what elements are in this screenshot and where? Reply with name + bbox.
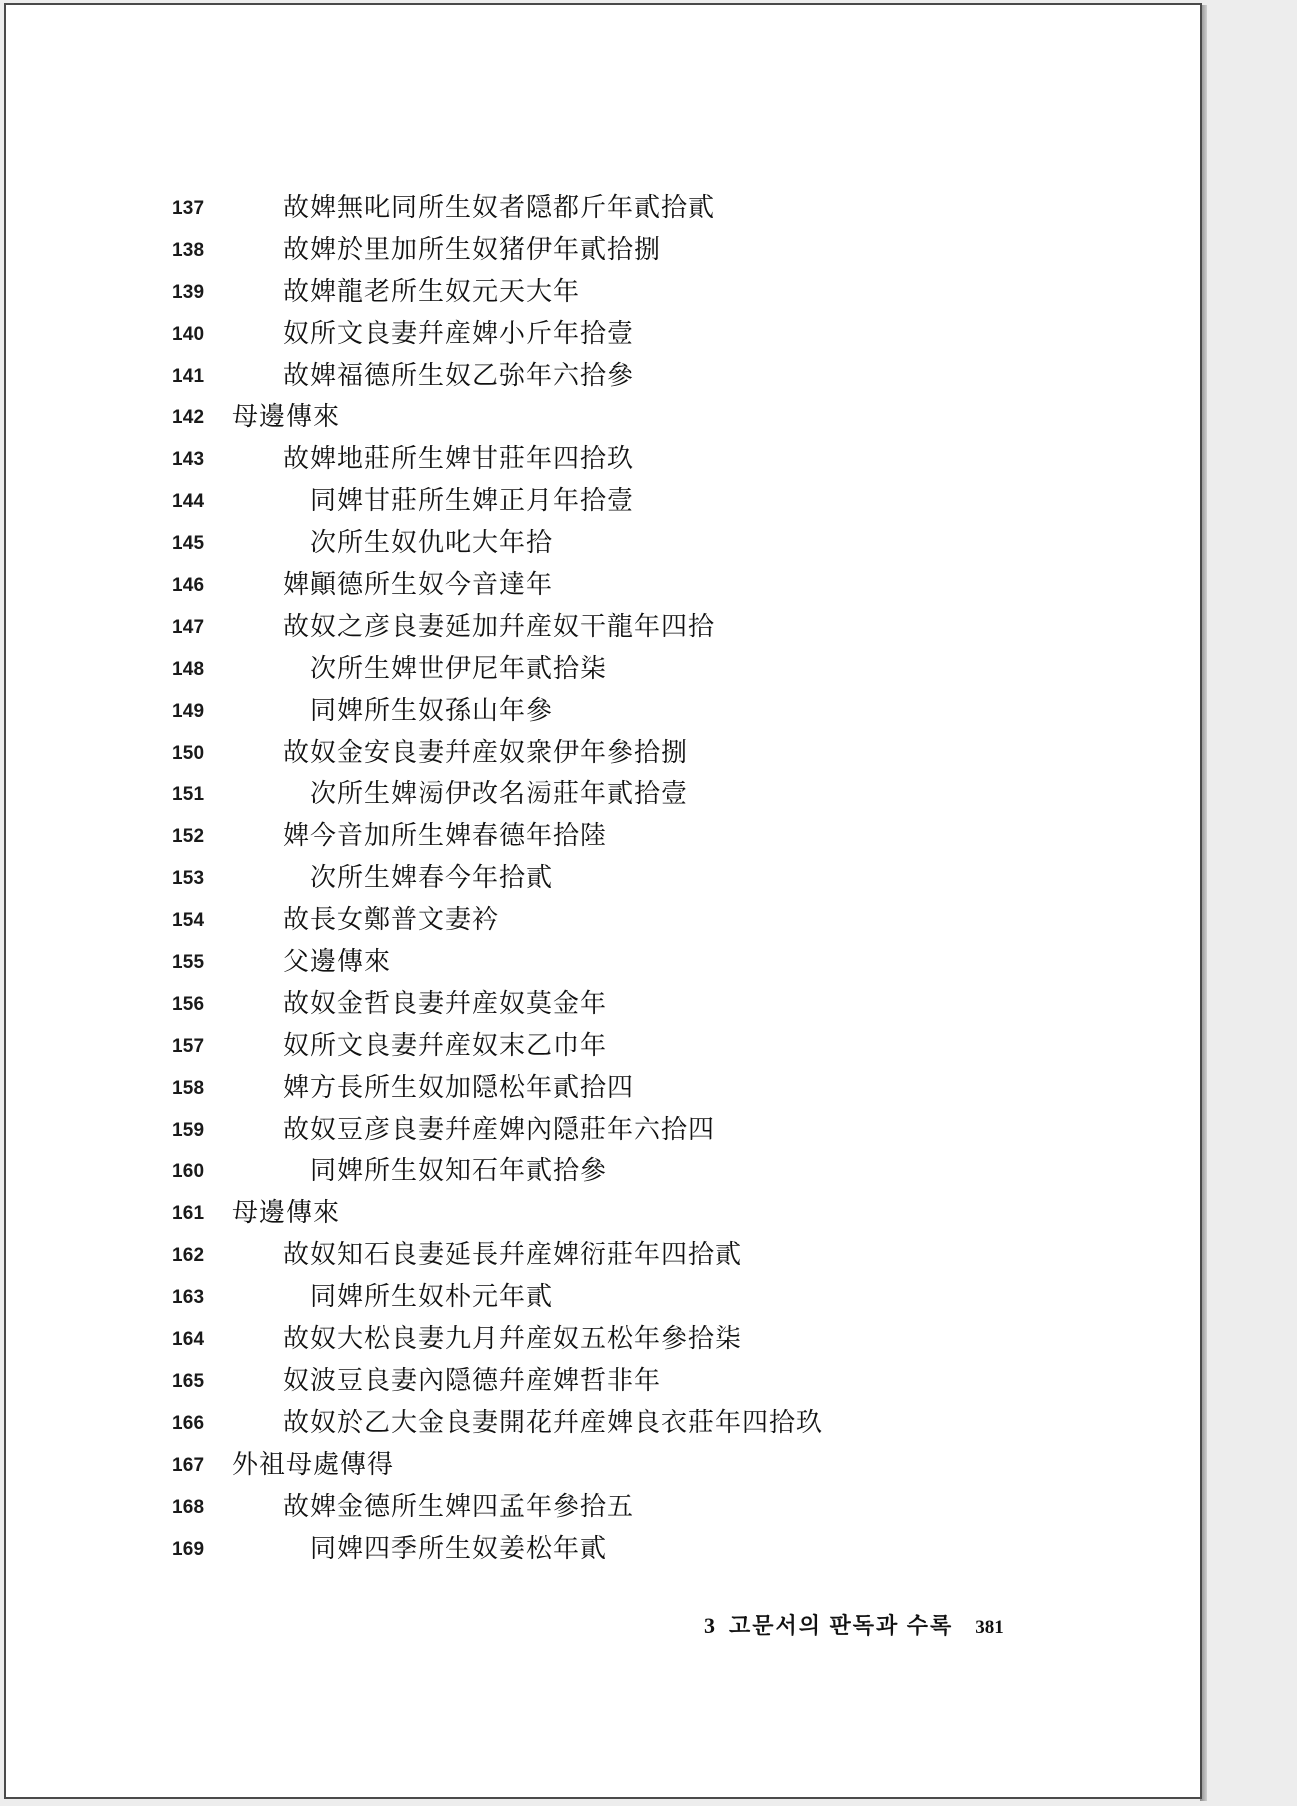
page-footer (704, 1609, 1004, 1640)
line-number: 139 (172, 281, 205, 303)
line-163 (6, 1277, 1200, 1319)
line-number: 147 (172, 616, 205, 638)
line-145 (6, 523, 1200, 565)
section-heading: 母邊傳來 (232, 402, 341, 433)
line-text: 婢顚德所生奴今音達年 (283, 570, 554, 601)
line-number: 153 (172, 868, 205, 890)
line-number: 140 (172, 323, 205, 345)
line-text: 同婢甘莊所生婢正月年拾壹 (310, 486, 635, 517)
line-text: 婢今音加所生婢春德年拾陸 (283, 821, 608, 852)
page-number: 381 (975, 1617, 1004, 1638)
line-167 (6, 1445, 1200, 1487)
line-154 (6, 900, 1200, 942)
line-155 (6, 942, 1200, 984)
line-168 (6, 1487, 1200, 1529)
line-text: 婢方長所生奴加隠松年貳拾四 (283, 1072, 635, 1103)
section-heading: 母邊傳來 (232, 1198, 341, 1229)
line-text: 故婢龍老所生奴元天大年 (283, 276, 581, 307)
line-144 (6, 481, 1200, 523)
line-165 (6, 1361, 1200, 1403)
line-146 (6, 565, 1200, 607)
line-text: 故婢無叱同所生奴者隠都斤年貳拾貳 (283, 193, 716, 223)
line-text: 故奴知石良妻延長幷産婢衍莊年四拾貳 (283, 1240, 743, 1271)
line-text: 次所生奴仇叱大年拾 (310, 528, 554, 559)
line-161 (6, 1193, 1200, 1235)
line-number: 169 (172, 1538, 205, 1560)
line-number: 138 (172, 239, 205, 261)
line-number: 167 (172, 1454, 205, 1476)
line-152 (6, 816, 1200, 858)
line-number: 148 (172, 658, 205, 680)
line-143 (6, 439, 1200, 481)
line-number: 163 (172, 1287, 205, 1309)
line-text: 故奴豆彦良妻幷産婢內隠莊年六拾四 (283, 1114, 716, 1145)
document-page (4, 3, 1202, 1799)
line-text: 父邊傳來 (283, 947, 392, 978)
line-number: 145 (172, 533, 205, 555)
line-137 (6, 188, 1200, 230)
line-text: 次所生婢𣶢伊改名𣶢莊年貳拾壹 (310, 779, 689, 810)
chapter-title: 고문서의 판독과 수록 (729, 1613, 954, 1638)
line-number: 143 (172, 449, 205, 471)
line-text: 故奴於乙大金良妻開花幷産婢良衣莊年四拾玖 (283, 1407, 824, 1438)
section-heading: 外祖母處傳得 (232, 1449, 395, 1480)
line-number: 159 (172, 1119, 205, 1141)
line-number: 137 (172, 198, 205, 219)
line-text: 故長女鄭普文妻衿 (283, 905, 500, 936)
line-number: 164 (172, 1329, 205, 1351)
line-160 (6, 1151, 1200, 1193)
line-text: 故奴之彦良妻延加幷産奴干龍年四拾 (283, 611, 716, 642)
line-number: 157 (172, 1035, 205, 1057)
line-number: 161 (172, 1203, 205, 1225)
line-number: 146 (172, 575, 205, 597)
transcription-lines (6, 188, 1200, 1570)
line-number: 150 (172, 742, 205, 764)
chapter-number: 3 (704, 1613, 715, 1638)
line-164 (6, 1319, 1200, 1361)
line-141 (6, 356, 1200, 398)
line-166 (6, 1403, 1200, 1445)
line-text: 同婢四季所生奴姜松年貳 (310, 1533, 608, 1564)
line-text: 故奴大松良妻九月幷産奴五松年參拾柒 (283, 1324, 743, 1355)
line-text: 奴所文良妻幷産婢小斤年拾壹 (283, 318, 635, 349)
line-162 (6, 1235, 1200, 1277)
line-159 (6, 1110, 1200, 1152)
line-number: 142 (172, 407, 205, 429)
line-text: 次所生婢世伊尼年貳拾柒 (310, 653, 608, 684)
line-158 (6, 1068, 1200, 1110)
line-text: 故婢於里加所生奴猪伊年貳拾捌 (283, 234, 662, 265)
line-text: 故婢地莊所生婢甘莊年四拾玖 (283, 444, 635, 475)
line-text: 故奴金哲良妻幷産奴莫金年 (283, 988, 608, 1019)
line-151 (6, 774, 1200, 816)
line-number: 155 (172, 952, 205, 974)
line-number: 166 (172, 1412, 205, 1434)
line-140 (6, 314, 1200, 356)
line-number: 160 (172, 1161, 205, 1183)
line-139 (6, 272, 1200, 314)
line-number: 152 (172, 826, 205, 848)
line-text: 次所生婢春今年拾貳 (310, 863, 554, 894)
line-147 (6, 607, 1200, 649)
line-text: 故婢金德所生婢四孟年參拾五 (283, 1491, 635, 1522)
line-text: 奴所文良妻幷産奴末乙巾年 (283, 1030, 608, 1061)
line-148 (6, 649, 1200, 691)
line-text: 故婢福德所生奴乙㢱年六拾參 (283, 360, 635, 391)
line-156 (6, 984, 1200, 1026)
line-149 (6, 691, 1200, 733)
line-text: 同婢所生奴朴元年貳 (310, 1282, 554, 1313)
line-text: 奴波豆良妻內隠德幷産婢哲非年 (283, 1365, 662, 1396)
line-number: 149 (172, 700, 205, 722)
line-number: 156 (172, 993, 205, 1015)
line-138 (6, 230, 1200, 272)
line-number: 162 (172, 1245, 205, 1267)
line-number: 168 (172, 1496, 205, 1518)
line-number: 141 (172, 365, 205, 387)
line-text: 同婢所生奴知石年貳拾參 (310, 1156, 608, 1187)
line-number: 144 (172, 491, 205, 513)
line-150 (6, 733, 1200, 775)
line-number: 154 (172, 910, 205, 932)
line-number: 165 (172, 1370, 205, 1392)
line-text: 故奴金安良妻幷産奴衆伊年參拾捌 (283, 737, 689, 768)
line-169 (6, 1529, 1200, 1571)
line-number: 158 (172, 1077, 205, 1099)
line-142 (6, 397, 1200, 439)
line-157 (6, 1026, 1200, 1068)
line-number: 151 (172, 784, 205, 806)
line-text: 同婢所生奴孫山年參 (310, 695, 554, 726)
line-153 (6, 858, 1200, 900)
